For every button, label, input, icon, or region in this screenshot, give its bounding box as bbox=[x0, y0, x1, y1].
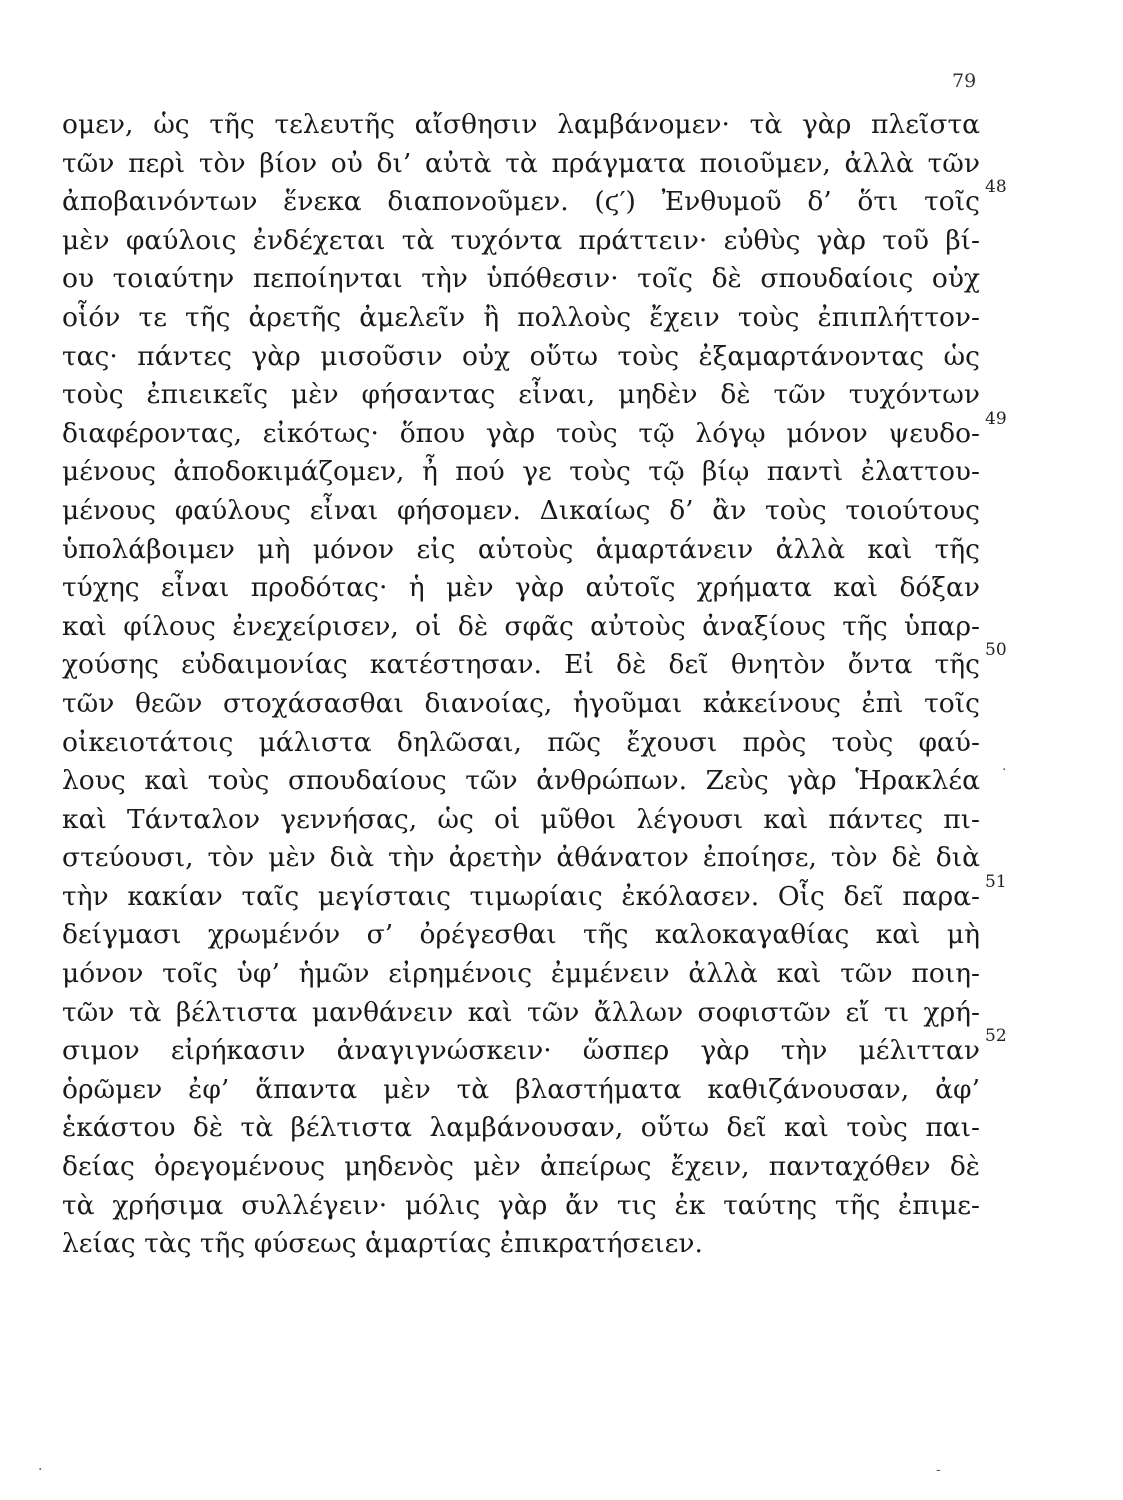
line-text: μένους ἀποδοκιμάζομεν, ἦ πού γε τοὺς τῷ βίῳ παντὶ ἐλαττου- bbox=[62, 456, 980, 488]
line-text: τῶν θεῶν στοχάσασθαι διανοίας, ἡγοῦμαι κἀκείνους ἐπὶ τοῖς bbox=[62, 687, 980, 719]
section-number: 52 bbox=[985, 1026, 1007, 1047]
line-text: τύχης εἶναι προδότας· ἡ μὲν γὰρ αὐτοῖς χρήματα καὶ δόξαν bbox=[62, 572, 980, 604]
text-line bbox=[62, 955, 980, 994]
text-body bbox=[62, 106, 1007, 1264]
line-text: τας· πάντες γὰρ μισοῦσιν οὐχ οὕτω τοὺς ἐξαμαρτάνοντας ὡς bbox=[62, 340, 980, 372]
margin-speck: - bbox=[936, 1462, 941, 1478]
section-number: 51 bbox=[985, 871, 1007, 892]
text-line bbox=[62, 994, 980, 1033]
text-line bbox=[62, 408, 1007, 454]
text-line bbox=[62, 608, 980, 647]
text-line bbox=[62, 569, 980, 608]
line-text: μόνον τοῖς ὑφ’ ἡμῶν εἰρημένοις ἐμμένειν ἀλλὰ καὶ τῶν ποιη- bbox=[62, 958, 980, 990]
text-line bbox=[62, 492, 980, 531]
line-text: σιμον εἰρήκασιν ἀναγιγνώσκειν· ὥσπερ γὰρ τὴν μέλιτταν bbox=[62, 1035, 980, 1067]
text-line bbox=[62, 1187, 980, 1226]
line-text: λείας τὰς τῆς φύσεως ἁμαρτίας ἐπικρατήσειεν. bbox=[62, 1228, 703, 1260]
text-line bbox=[62, 640, 1007, 685]
line-text: τῶν περὶ τὸν βίον οὐ δι’ αὐτὰ τὰ πράγματα ποιοῦμεν, ἀλλὰ τῶν bbox=[62, 147, 980, 179]
text-line bbox=[62, 1148, 980, 1187]
text-line bbox=[62, 1026, 1007, 1071]
text-line bbox=[62, 260, 980, 299]
line-text: λους καὶ τοὺς σπουδαίους τῶν ἀνθρώπων. Ζεὺς γὰρ Ἡρακλέα bbox=[62, 765, 980, 797]
text-line bbox=[62, 145, 980, 184]
line-text: μὲν φαύλοις ἐνδέχεται τὰ τυχόντα πράττειν· εὐθὺς γὰρ τοῦ βί- bbox=[62, 224, 980, 256]
text-line bbox=[62, 1109, 980, 1148]
text-line bbox=[62, 531, 980, 570]
line-text: καὶ φίλους ἐνεχείρισεν, οἱ δὲ σφᾶς αὐτοὺς ἀναξίους τῆς ὑπαρ- bbox=[62, 610, 980, 642]
line-text: δείας ὀρεγομένους μηδενὸς μὲν ἀπείρως ἔχειν, πανταχόθεν δὲ bbox=[62, 1151, 980, 1183]
margin-speck: · bbox=[1002, 762, 1007, 778]
line-text: μένους φαύλους εἶναι φήσομεν. Δικαίως δ’ ἂν τοὺς τοιούτους bbox=[62, 494, 980, 526]
text-line bbox=[62, 1071, 980, 1110]
line-text: καὶ Τάνταλον γεννήσας, ὡς οἱ μῦθοι λέγουσι καὶ πάντες πι- bbox=[62, 803, 980, 835]
text-line bbox=[62, 724, 980, 763]
line-text: χούσης εὐδαιμονίας κατέστησαν. Εἰ δὲ δεῖ θνητὸν ὄντα τῆς bbox=[62, 649, 980, 681]
section-number: 49 bbox=[985, 408, 1007, 429]
line-text: ὁρῶμεν ἐφ’ ἅπαντα μὲν τὰ βλαστήματα καθιζάνουσαν, ἀφ’ bbox=[62, 1073, 980, 1105]
line-text: τὰ χρήσιμα συλλέγειν· μόλις γὰρ ἄν τις ἐκ ταύτης τῆς ἐπιμε- bbox=[62, 1189, 980, 1221]
line-text: ομεν, ὡς τῆς τελευτῆς αἴσθησιν λαμβάνομεν· τὰ γὰρ πλεῖστα bbox=[62, 109, 980, 140]
text-line bbox=[62, 338, 980, 377]
text-line bbox=[62, 177, 1007, 222]
section-number: 48 bbox=[985, 177, 1007, 198]
line-text: ἑκάστου δὲ τὰ βέλτιστα λαμβάνουσαν, οὕτω δεῖ καὶ τοὺς παι- bbox=[62, 1112, 980, 1144]
text-line bbox=[62, 1225, 980, 1264]
line-text: ὑπολάβοιμεν μὴ μόνον εἰς αὑτοὺς ἁμαρτάνειν ἀλλὰ καὶ τῆς bbox=[62, 533, 980, 565]
text-line bbox=[62, 839, 980, 878]
line-text: τὴν κακίαν ταῖς μεγίσταις τιμωρίαις ἐκόλασεν. Οἷς δεῖ παρα- bbox=[62, 880, 980, 912]
line-text: οἰκειοτάτοις μάλιστα δηλῶσαι, πῶς ἔχουσι πρὸς τοὺς φαύ- bbox=[62, 726, 980, 758]
line-text: στεύουσι, τὸν μὲν διὰ τὴν ἀρετὴν ἀθάνατον ἐποίησε, τὸν δὲ διὰ bbox=[62, 842, 980, 874]
line-text: διαφέροντας, εἰκότως· ὅπου γὰρ τοὺς τῷ λόγῳ μόνον ψευδο- bbox=[62, 417, 980, 449]
text-line bbox=[62, 916, 980, 955]
line-text: δείγμασι χρωμένόν σ’ ὀρέγεσθαι τῆς καλοκαγαθίας καὶ μὴ bbox=[62, 919, 980, 951]
margin-speck: · bbox=[38, 1462, 43, 1478]
text-line bbox=[62, 222, 980, 261]
text-line bbox=[62, 376, 980, 415]
text-line bbox=[62, 762, 980, 801]
line-text: τῶν τὰ βέλτιστα μανθάνειν καὶ τῶν ἄλλων σοφιστῶν εἴ τι χρή- bbox=[62, 996, 980, 1028]
text-line bbox=[62, 801, 980, 840]
text-line bbox=[62, 685, 980, 724]
page-number: 79 bbox=[952, 70, 977, 92]
line-text: τοὺς ἐπιεικεῖς μὲν φήσαντας εἶναι, μηδὲν δὲ τῶν τυχόντων bbox=[62, 379, 980, 411]
line-text: ἀποβαινόντων ἕνεκα διαπονοῦμεν. (ϛ′) Ἐνθυμοῦ δ’ ὅτι τοῖς bbox=[62, 186, 980, 218]
section-number: 50 bbox=[985, 640, 1007, 661]
text-line bbox=[62, 453, 980, 492]
text-line bbox=[62, 871, 1007, 917]
text-line bbox=[62, 106, 980, 145]
text-line bbox=[62, 299, 980, 338]
line-text: οἷόν τε τῆς ἀρετῆς ἀμελεῖν ἢ πολλοὺς ἔχειν τοὺς ἐπιπλήττον- bbox=[62, 301, 980, 333]
line-text: ου τοιαύτην πεποίηνται τὴν ὑπόθεσιν· τοῖς δὲ σπουδαίοις οὐχ bbox=[62, 263, 980, 295]
